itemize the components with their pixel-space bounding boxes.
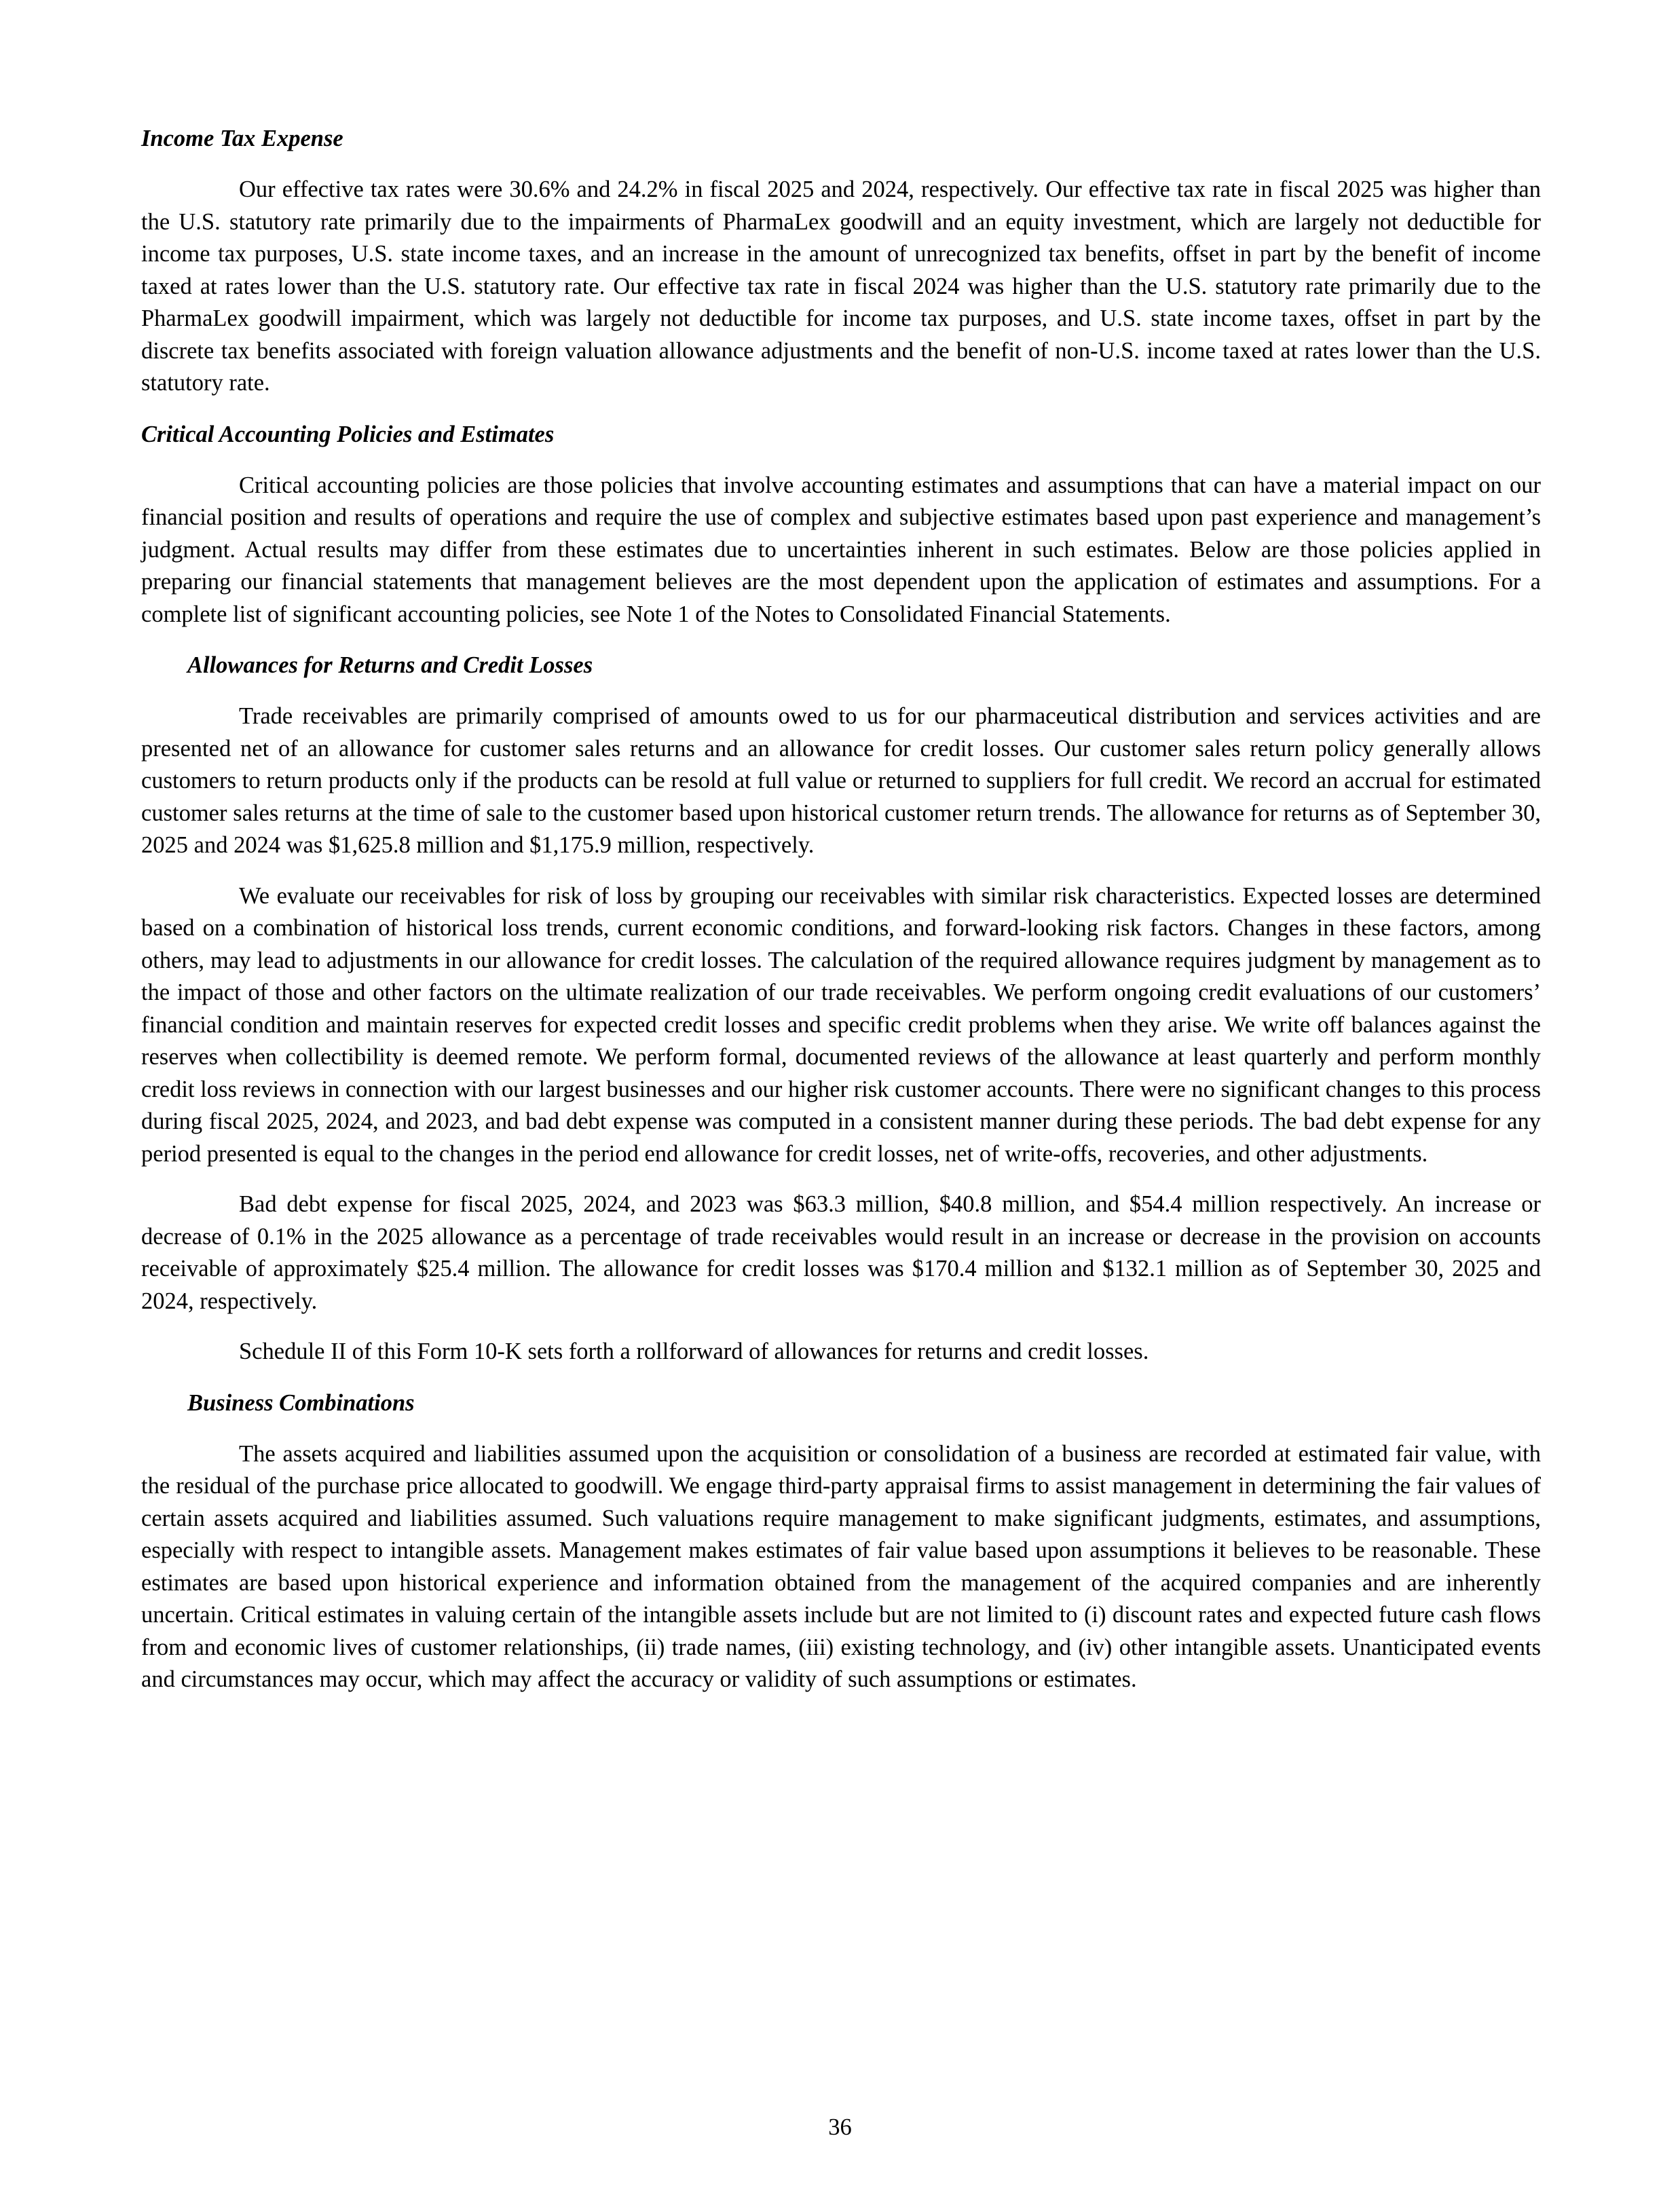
section-income-tax-expense — [141, 122, 1541, 400]
subsection-heading: Business Combinations — [187, 1389, 415, 1416]
paragraph: Our effective tax rates were 30.6% and 24.2% in fiscal 2025 and 2024, respectively. Our effective tax rate in fiscal 2025 was higher than the U.S. statutory rate primarily due to the impairments of PharmaLex goodwill and an equity investment, which are largely not deductible for income tax purposes, U.S. state income taxes, and an increase in the amount of unrecognized tax benefits, offset in part by the benefit of income taxed at rates lower than the U.S. statutory rate. Our effective tax rate in fiscal 2024 was higher than the U.S. statutory rate primarily due to the PharmaLex goodwill impairment, which was largely not deductible for income tax purposes, and U.S. state income taxes, offset in part by the discrete tax benefits associated with foreign valuation allowance adjustments and the benefit of non-U.S. income taxed at rates lower than the U.S. statutory rate. — [141, 176, 1541, 396]
paragraph: Trade receivables are primarily comprised of amounts owed to us for our pharmaceutical distribution and services activities and are presented net of an allowance for customer sales returns and an allowance for credit losses. Our customer sales return policy generally allows customers to return products only if the products can be resold at full value or returned to suppliers for full credit. We record an accrual for estimated customer sales returns at the time of sale to the customer based upon historical customer return trends. The allowance for returns as of September 30, 2025 and 2024 was $1,625.8 million and $1,175.9 million, respectively. — [141, 703, 1541, 858]
paragraph: Schedule II of this Form 10-K sets forth a rollforward of allowances for returns and credit losses. — [239, 1339, 1149, 1364]
page-number: 36 — [828, 2114, 852, 2140]
section-heading: Income Tax Expense — [141, 126, 343, 151]
section-critical-accounting-policies — [141, 418, 1541, 631]
section-heading: Critical Accounting Policies and Estimates — [141, 421, 555, 447]
section-allowances-returns-credit-losses — [141, 649, 1541, 1368]
paragraph: We evaluate our receivables for risk of loss by grouping our receivables with similar risk characteristics. Expected losses are determined based on a combination of historical loss trends, current economic conditions, and forward-looking risk factors. Changes in these factors, among others, may lead to adjustments in our allowance for credit losses. The calculation of the required allowance requires judgment by management as to the impact of those and other factors on the ultimate realization of our trade receivables. We perform ongoing credit evaluations of our customers’ financial condition and maintain reserves for expected credit losses and specific credit problems when they arise. We write off balances against the reserves when collectibility is deemed remote. We perform formal, documented reviews of the allowance at least quarterly and perform monthly credit loss reviews in connection with our largest businesses and our higher risk customer accounts. There were no significant changes to this process during fiscal 2025, 2024, and 2023, and bad debt expense was computed in a consistent manner during these periods. The bad debt expense for any period presented is equal to the changes in the period end allowance for credit losses, net of write-offs, recoveries, and other adjustments. — [141, 882, 1541, 1167]
subsection-heading: Allowances for Returns and Credit Losses — [187, 652, 593, 678]
paragraph: Critical accounting policies are those policies that involve accounting estimates and assumptions that can have a material impact on our financial position and results of operations and require the use of complex and subjective estimates based upon past experience and management’s judgment. Actual results may differ from these estimates due to uncertainties inherent in such estimates. Below are those policies applied in preparing our financial statements that management believes are the most dependent upon the application of estimates and assumptions. For a complete list of significant accounting policies, see Note 1 of the Notes to Consolidated Financial Statements. — [141, 472, 1541, 627]
document-page — [141, 122, 1541, 1715]
section-business-combinations — [141, 1387, 1541, 1696]
paragraph: The assets acquired and liabilities assumed upon the acquisition or consolidation of a business are recorded at estimated fair value, with the residual of the purchase price allocated to goodwill. We engage third-party appraisal firms to assist management in determining the fair values of certain assets acquired and liabilities assumed. Such valuations require management to make significant judgments, estimates, and assumptions, especially with respect to intangible assets. Management makes estimates of fair value based upon assumptions it believes to be reasonable. These estimates are based upon historical experience and information obtained from the management of the acquired companies and are inherently uncertain. Critical estimates in valuing certain of the intangible assets include but are not limited to (i) discount rates and expected future cash flows from and economic lives of customer relationships, (ii) trade names, (iii) existing technology, and (iv) other intangible assets. Unanticipated events and circumstances may occur, which may affect the accuracy or validity of such assumptions or estimates. — [141, 1440, 1541, 1692]
paragraph: Bad debt expense for fiscal 2025, 2024, and 2023 was $63.3 million, $40.8 million, and $54.4 million respectively. An increase or decrease of 0.1% in the 2025 allowance as a percentage of trade receivables would result in an increase or decrease in the provision on accounts receivable of approximately $25.4 million. The allowance for credit losses was $170.4 million and $132.1 million as of September 30, 2025 and 2024, respectively. — [141, 1191, 1541, 1314]
